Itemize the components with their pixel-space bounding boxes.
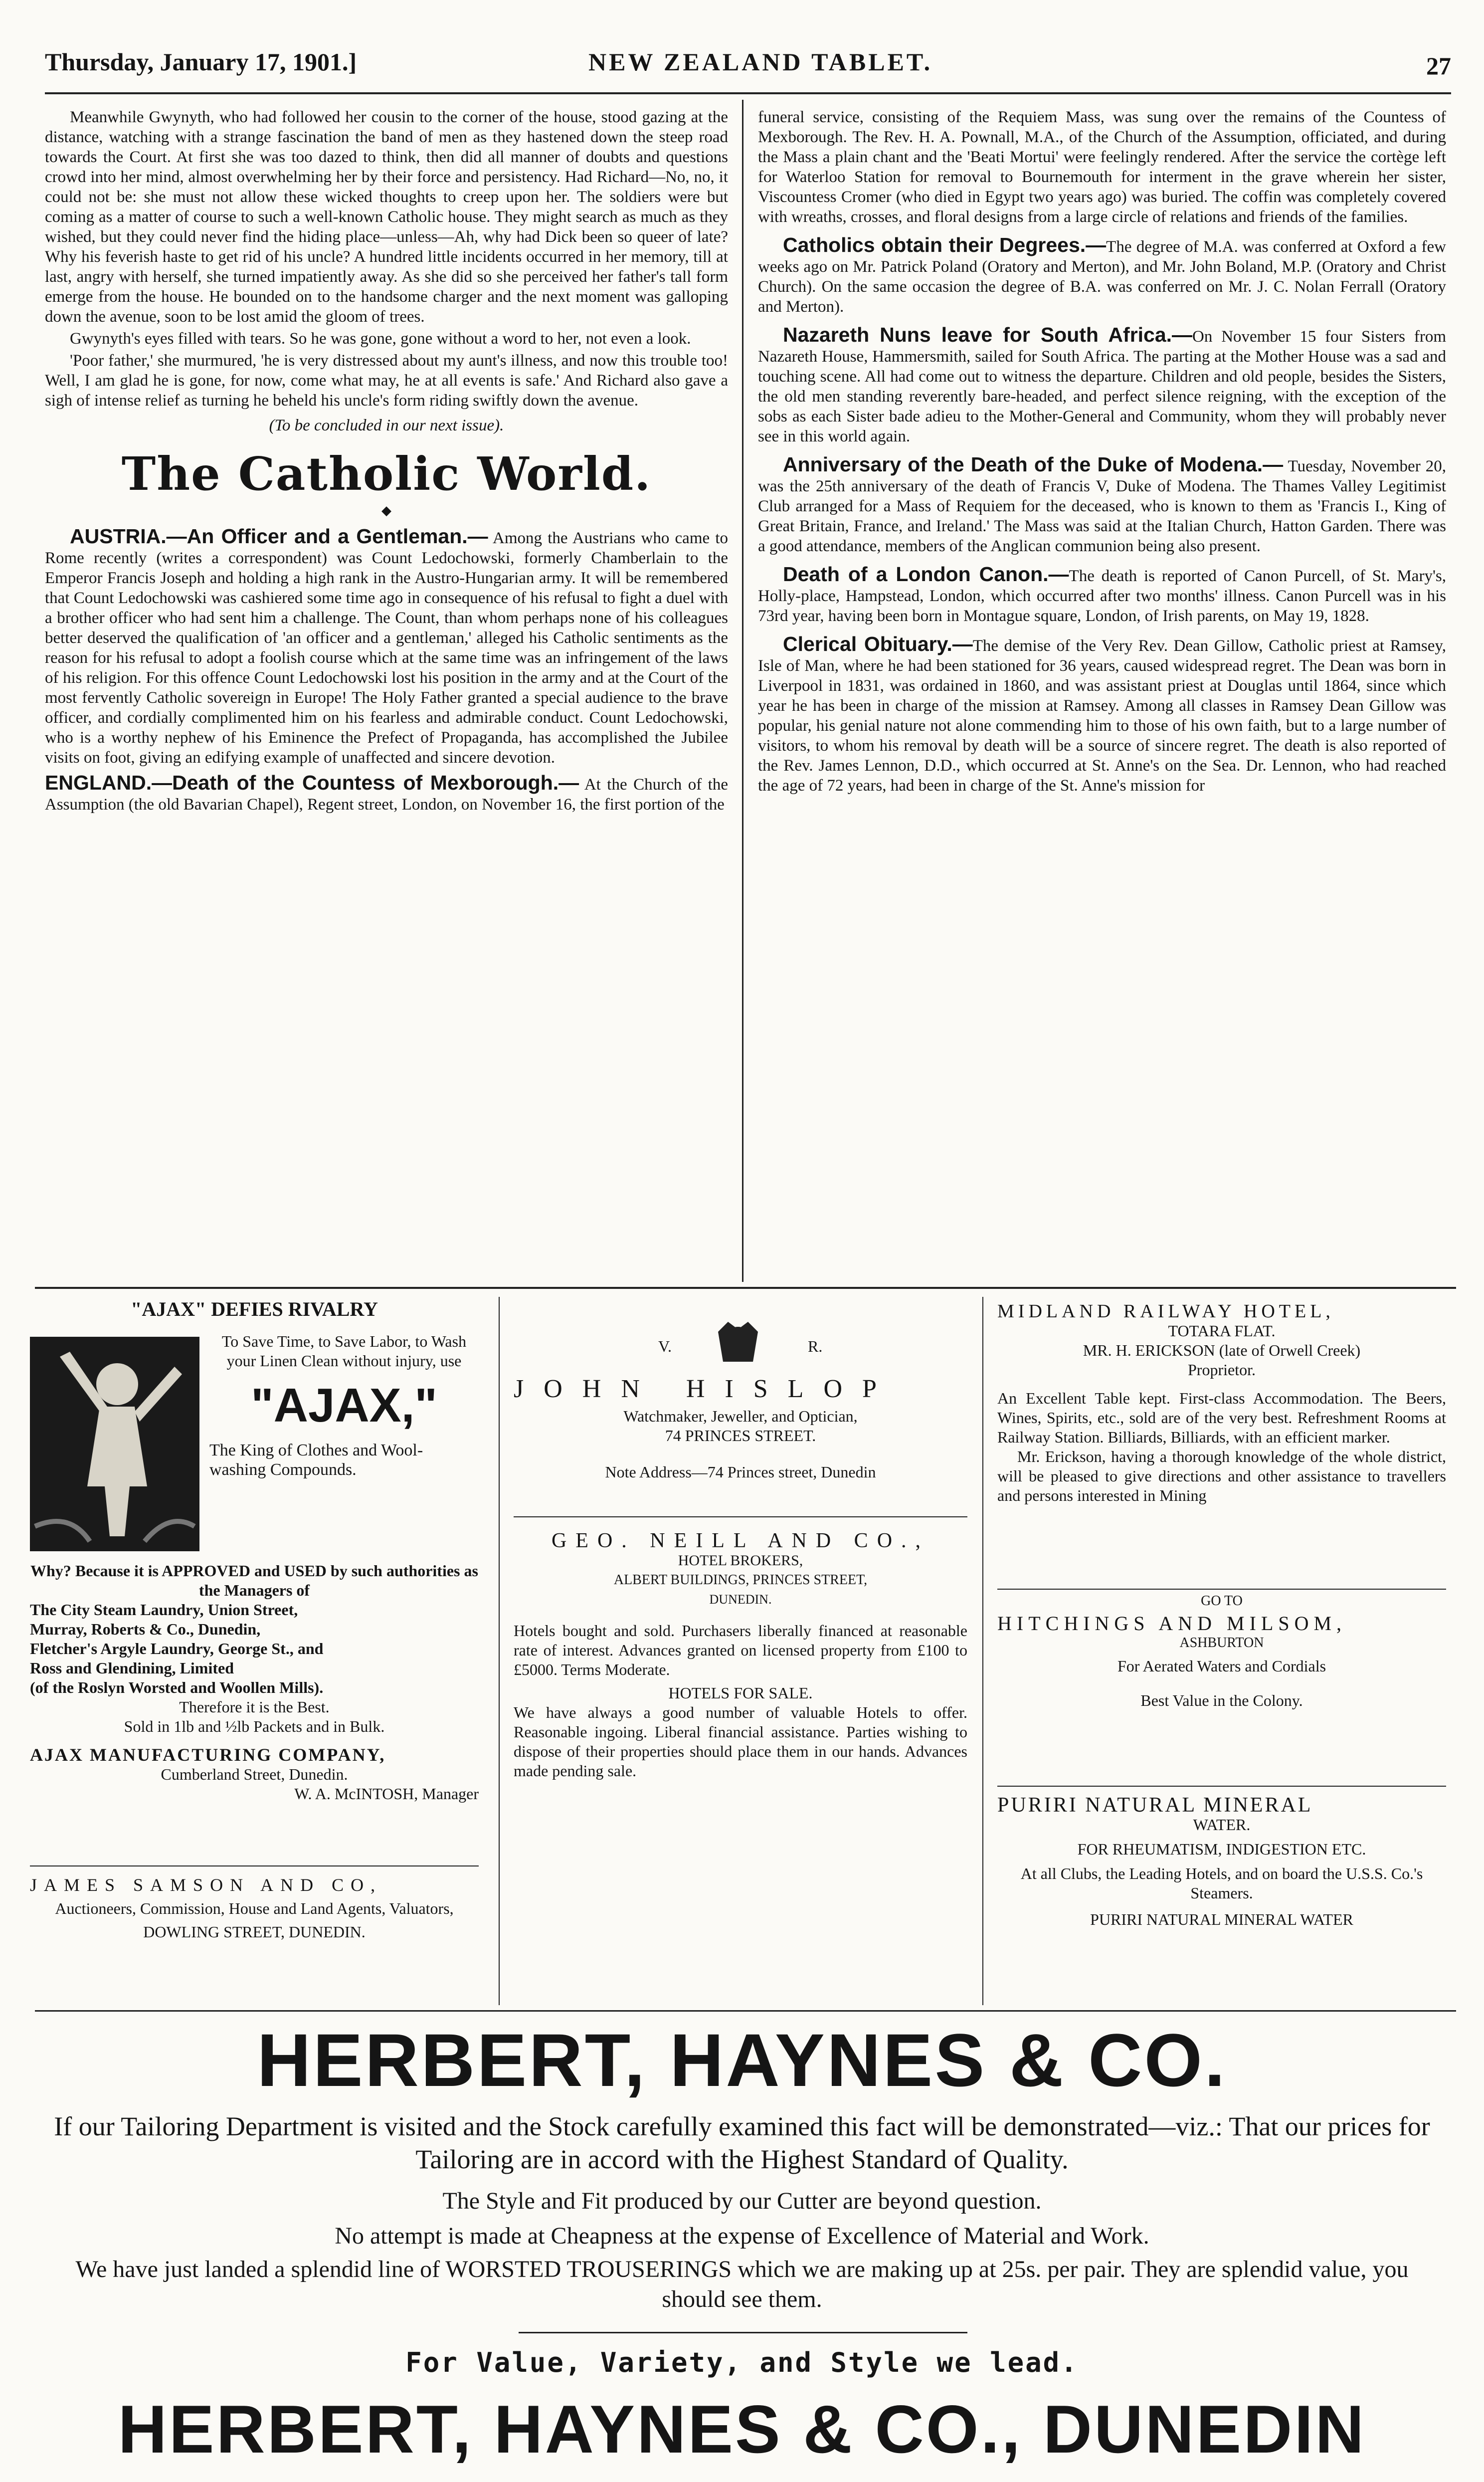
midland-sub: TOTARA FLAT. [1168, 1322, 1276, 1340]
story-paragraph: Gwynyth's eyes filled with tears. So he was gone, gone without a word to her, not even a look. [70, 330, 691, 348]
hitchings-goto: GO TO [1201, 1593, 1243, 1609]
clerical-heading: Clerical Obituary.— [783, 632, 973, 655]
ajax-ad-right [209, 1332, 479, 1479]
hislop-name: JOHN HISLOP [514, 1375, 897, 1403]
vr-right: R. [808, 1337, 823, 1355]
ajax-list-item: The City Steam Laundry, Union Street, [30, 1601, 298, 1619]
herbert-line1: If our Tailoring Department is visited and the Stock carefully examined this fact will be demonstrated—viz.: That our prices for Tailoring are in accord with the Highest Standard of Quality. [54, 2111, 1430, 2174]
ajax-rule [30, 1865, 479, 1866]
ads-top-rule [35, 1287, 1456, 1289]
ajax-list-item: Fletcher's Argyle Laundry, George St., and [30, 1640, 324, 1657]
samson-title: JAMES SAMSON AND CO, [30, 1875, 382, 1895]
puriri-title: PURIRI NATURAL MINERAL [997, 1794, 1313, 1817]
issue-date: Thursday, January 17, 1901.] [45, 48, 357, 76]
page-number: 27 [1426, 52, 1451, 80]
austria-heading: AUSTRIA.—An Officer and a Gentleman.— [70, 525, 488, 548]
puriri-ad [997, 1796, 1446, 1929]
funeral-text: funeral service, consisting of the Requiem Mass, was sung over the remains of the Countess of Mexborough. The Rev. H. A. Pownall, M.A., of the Church of the Assumption, officiated, and during the Mass a plain chant and the 'Beati Mortui' were feelingly rendered. After the service the cortège left for Waterloo Station for removal to Bournemouth for interment in the grave wherein her sister, Viscountess Cromer (who died in Egypt two years ago) was buried. The coffin was completely covered with wreaths, crosses, and floral designs from a large circle of relations and friends of the families. [758, 108, 1446, 226]
ajax-title: "AJAX" DEFIES RIVALRY [131, 1298, 378, 1320]
ajax-list-item: (of the Roslyn Worsted and Woollen Mills). [30, 1678, 324, 1696]
midland-rule [997, 1589, 1446, 1590]
hislop-note: Note Address—74 Princes street, Dunedin [605, 1463, 876, 1481]
to-be-concluded: (To be concluded in our next issue). [269, 416, 504, 434]
puriri-for: FOR RHEUMATISM, INDIGESTION ETC. [1077, 1840, 1366, 1858]
ajax-therefore: Therefore it is the Best. [179, 1698, 330, 1716]
column-divider [742, 100, 743, 1282]
herbert-line3: No attempt is made at Cheapness at the expense of Excellence of Material and Work. [335, 2223, 1149, 2249]
ornament-diamond: ◆ [381, 503, 391, 518]
royal-crest-icon [708, 1317, 768, 1367]
clerical-text: The demise of the Very Rev. Dean Gillow, Catholic priest at Ramsey, Isle of Man, where he had been stationed for 36 years, caused widespread regret. The Dean was born in Liverpool in 1831, was ordained in 1860, and was assistant priest at Douglas until 1864, since which year he has been in charge of the mission at Ramsey. Among all classes in Ramsey Dean Gillow was popular, his genial nature not alone commending him to those of his own faith, but to a large number of visitors, to whom his removal by death will be a source of sincere regret. The death is also reported of the Rev. James Lennon, D.D., which occurred at St. Anne's on the Sea. Dr. Lennon, who had reached the age of 72 years, had been in charge of the St. Anne's mission for [758, 637, 1447, 795]
neill-sub: HOTEL BROKERS, [678, 1552, 803, 1569]
england-heading: ENGLAND.—Death of the Countess of Mexborough.— [45, 771, 579, 794]
herbert-line2: The Style and Fit produced by our Cutter are beyond question. [442, 2188, 1042, 2214]
austria-text: Among the Austrians who came to Rome recently (writes a correspondent) was Count Ledochowski, formerly Chamberlain to the Emperor Francis Joseph and holding a high rank in the Austro-Hungarian army. It will be remembered that Count Ledochowski was cashiered some time ago in consequence of his refusal to fight a duel with a brother officer who had sent him a challenge. The Count, than whom perhaps none of his colleagues better deserved the qualification of 'an officer and a gentleman,' alleged his Catholic sentiments as the reason for his refusal to adopt a foolish course which at the same time was an infringement of the laws of his religion. For this offence Count Ledochowski lost his position in the army and at the Court of the most fervently Catholic sovereign in Europe! The Holy Father granted a special audience to the brave officer, and cordially complimented him on his fearless and admirable conduct. Count Ledochowski, who is a worthy nephew of his Eminence the Prefect of Propaganda, has accomplished the Jubilee visits on foot, giving an edifying example of unaffected and sincere devotion. [45, 529, 728, 767]
neill-title: GEO. NEILL AND CO., [551, 1529, 930, 1552]
story-paragraph: Meanwhile Gwynyth, who had followed her cousin to the corner of the house, stood gazing at the distance, watching with a strange fascination the band of men as they hastened down the steep road towards the Court. At first she was too dazed to think, then did all manner of doubts and questions crowd into her mind, almost overwhelming her by their force and persistency. Had Richard—No, no, it could not be: she must not allow these wicked thoughts to creep upon her. The soldiers were but coming as a matter of course to such a well-known Catholic house. They might search as much as they wished, but they could never find the hiding place—unless—Ah, why had Dick been so queer of late? Why his feverish haste to get rid of his uncle? A hundred little incidents occurred in her memory, till at last, angry with herself, she turned impatiently away. As she did so she perceived her father's tall form emerge from the house. He bounded on to the handsome charger and the next moment was galloping down the avenue, soon to be lost amid the gloom of trees. [45, 108, 728, 326]
herbert-top-rule [35, 2010, 1456, 2012]
right-column [758, 107, 1446, 796]
vr-left: V. [658, 1337, 672, 1355]
page-header [45, 47, 1451, 82]
herbert-mid-rule [519, 2332, 967, 2333]
hislop-rule [514, 1516, 967, 1517]
hislop-ad [514, 1317, 967, 1482]
ajax-sold: Sold in 1lb and ½lb Packets and in Bulk. [124, 1717, 385, 1735]
ajax-ad-lower [30, 1561, 479, 1804]
degrees-text: The degree of M.A. was conferred at Oxford a few weeks ago on Mr. Patrick Poland (Oratory and Merton), and Mr. John Boland, M.P. (Oratory and Christ Church). On the same occasion the degree of B.A. was conferred on Mr. J. C. Nolan Ferrall (Oratory and Merton). [758, 238, 1446, 316]
hitchings-town: ASHBURTON [1179, 1635, 1264, 1651]
midland-role: Proprietor. [1188, 1361, 1256, 1379]
hitchings-rule [997, 1786, 1446, 1787]
degrees-heading: Catholics obtain their Degrees.— [783, 233, 1107, 256]
puriri-clubs: At all Clubs, the Leading Hotels, and on board the U.S.S. Co.'s Steamers. [1020, 1864, 1423, 1902]
nuns-text: On November 15 four Sisters from Nazareth House, Hammersmith, sailed for South Africa. The parting at the Mother House was a sad and touching scene. All had come out to witness the departure. Children and old people, besides the Sisters, the old men standing reverently bare-headed, and perfect silence reigning, with the exception of the sobs as each Sister bade adieu to the Mother-General and Community, whom they will probably never see in this world again. [758, 328, 1446, 445]
neill-addr: ALBERT BUILDINGS, PRINCES STREET, [613, 1572, 868, 1588]
ajax-company: AJAX MANUFACTURING COMPANY, [30, 1745, 386, 1765]
ad-divider-left [499, 1297, 500, 2005]
herbert-slogan: For Value, Variety, and Style we lead. [405, 2347, 1079, 2378]
puriri-water: WATER. [1193, 1816, 1251, 1834]
neill-city: DUNEDIN. [709, 1592, 772, 1607]
ad-divider-right [982, 1297, 983, 2005]
midland-title: MIDLAND RAILWAY HOTEL, [997, 1301, 1334, 1322]
samson-line1: Auctioneers, Commission, House and Land Agents, Valuators, [55, 1899, 454, 1917]
hislop-address: 74 PRINCES STREET. [665, 1427, 816, 1445]
hitchings-line: For Aerated Waters and Cordials [1117, 1657, 1326, 1675]
hitchings-title: HITCHINGS AND MILSOM, [997, 1612, 1347, 1635]
midland-ad [997, 1302, 1446, 1505]
masthead-title: NEW ZEALAND TABLET. [588, 48, 933, 76]
hitchings-value: Best Value in the Colony. [1140, 1691, 1303, 1709]
neill-sale-head: HOTELS FOR SALE. [668, 1684, 813, 1702]
modena-text: Tuesday, November 20, was the 25th anniversary of the death of Francis V, Duke of Modena. The Thames Valley Legitimist Club arranged for a Mass of Requiem for the deceased, who is known to them as 'Francis I., King of Great Britain, France, and Ireland.' The Mass was said at the Italian Church, Hatton Garden. There was a good attendance, members of the Anglican communion being also present. [758, 457, 1446, 555]
ajax-street: Cumberland Street, Dunedin. [161, 1765, 348, 1783]
header-rule [45, 92, 1451, 94]
neill-ad [514, 1531, 967, 1781]
canon-text: The death is reported of Canon Purcell, of St. Mary's, Holly-place, Hampstead, London, which occurred after two months' illness. Canon Purcell was in his 73rd year, having been born in Montague square, London, of Irish parents, on May 19, 1828. [758, 567, 1446, 625]
neill-text: Hotels bought and sold. Purchasers liberally financed at reasonable rate of interest. Advances granted on licensed property from £100 to £5000. Terms Moderate. [514, 1622, 967, 1678]
herbert-line4: We have just landed a splendid line of WORSTED TROUSERINGS which we are making up at 25s. per pair. They are splendid value, you should see them. [75, 2256, 1409, 2312]
midland-text2: Mr. Erickson, having a thorough knowledge of the whole district, will be pleased to give directions and other assistance to travellers and persons interested in Mining [997, 1448, 1446, 1504]
herbert-title: HERBERT, HAYNES & CO. [257, 2018, 1227, 2102]
nuns-heading: Nazareth Nuns leave for South Africa.— [783, 323, 1193, 346]
herbert-footer: HERBERT, HAYNES & CO., DUNEDIN [118, 2391, 1366, 2467]
story-paragraph: 'Poor father,' she murmured, 'he is very distressed about my aunt's illness, and now this trouble too! Well, I am glad he is gone, for now, come what may, he at all events is safe.' And Richard also gave a sigh of intense relief as turning he beheld his uncle's form riding swiftly down the avenue. [45, 352, 728, 410]
modena-heading: Anniversary of the Death of the Duke of Modena.— [783, 453, 1284, 476]
ajax-intro: To Save Time, to Save Labor, to Wash your Linen Clean without injury, use [221, 1332, 467, 1370]
ajax-ad [30, 1297, 479, 1322]
ajax-manager: W. A. McINTOSH, Manager [294, 1785, 479, 1803]
ajax-brand: "AJAX," [251, 1379, 437, 1432]
ajax-list-item: Murray, Roberts & Co., Dunedin, [30, 1620, 261, 1638]
samson-ad [30, 1875, 479, 1942]
england-text: At the Church of the Assumption (the old Bavarian Chapel), Regent street, London, on November 16, the first portion of the [45, 776, 728, 814]
midland-owner: MR. H. ERICKSON (late of Orwell Creek) [1083, 1341, 1361, 1359]
samson-line2: DOWLING STREET, DUNEDIN. [143, 1923, 366, 1941]
neill-sale-text: We have always a good number of valuable Hotels to offer. Reasonable ingoing. Liberal financial assistance. Parties wishing to dispose of their properties should place them in our hands. Advances made pending sale. [514, 1703, 967, 1780]
ajax-hercules-illustration [30, 1337, 199, 1551]
hitchings-ad [997, 1591, 1446, 1710]
ajax-why: Why? Because it is APPROVED and USED by such authorities as the Managers of [30, 1562, 478, 1599]
left-column [45, 107, 728, 815]
catholic-world-title: The Catholic World. [121, 447, 652, 501]
canon-heading: Death of a London Canon.— [783, 563, 1069, 586]
puriri-footer: PURIRI NATURAL MINERAL WATER [1090, 1910, 1353, 1928]
hislop-trade: Watchmaker, Jeweller, and Optician, [623, 1407, 858, 1425]
ajax-list-item: Ross and Glendining, Limited [30, 1659, 234, 1677]
ajax-tagline: The King of Clothes and Wool-washing Compounds. [209, 1441, 423, 1479]
midland-text1: An Excellent Table kept. First-class Accommodation. The Beers, Wines, Spirits, etc., sold are of the very best. Refreshment Rooms at Railway Station. Billiards, Billiards, with an efficient marker. [997, 1389, 1446, 1446]
